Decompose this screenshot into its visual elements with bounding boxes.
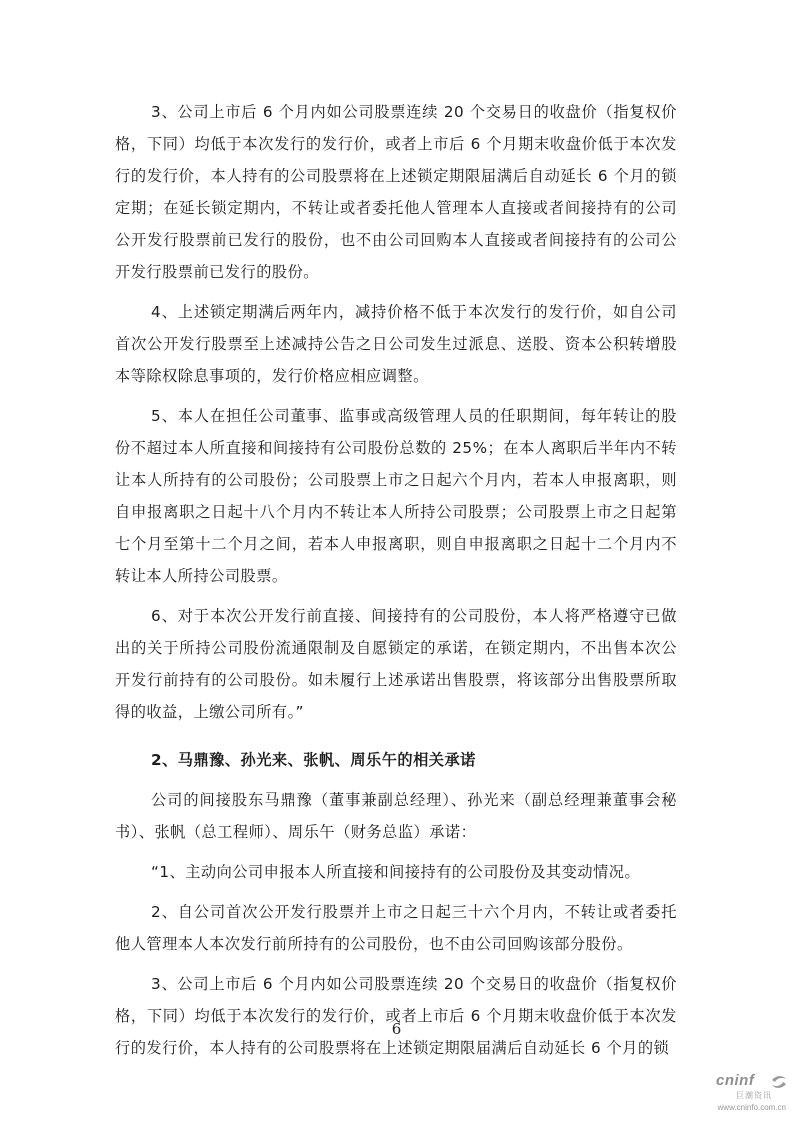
paragraph: 3、公司上市后 6 个月内如公司股票连续 20 个交易日的收盘价（指复权价格，下同）均低于本次发行的发行价，或者上市后 6 个月期末收盘价低于本次发行的发行价，本人持有的公司股票将在上述锁定期限届满后自动延长 6 个月的锁 xyxy=(115,975,677,1057)
paragraph: 3、公司上市后 6 个月内如公司股票连续 20 个交易日的收盘价（指复权价格，下同）均低于本次发行的发行价，或者上市后 6 个月期末收盘价低于本次发行的发行价，本人持有的公司股票将在上述锁定期限届满后自动延长 6 个月的锁定期；在延长锁定期内，不转让或者委托他人管理本人直接或者间接持有的公司公开发行股票前已发行的股份，也不由公司回购本人直接或者间接持有的公司公开发行股票前已发行的股份。 xyxy=(115,103,677,281)
paragraph: 6、对于本次公开发行前直接、间接持有的公司股份，本人将严格遵守已做出的关于所持公司股份流通限制及自愿锁定的承诺，在锁定期内，不出售本次公开发行前持有的公司股份。如未履行上述承诺出售股票，将该部分出售股票所取得的收益，上缴公司所有。” xyxy=(115,607,677,721)
watermark-logo-text: cninf xyxy=(716,1072,755,1089)
page-number: 6 xyxy=(391,1020,402,1038)
document-body xyxy=(115,96,677,1064)
paragraph: 公司的间接股东马鼎豫（董事兼副总经理）、孙光来（副总经理兼董事会秘书）、张帆（总工程师）、周乐午（财务总监）承诺： xyxy=(115,791,677,841)
paragraph: 5、本人在担任公司董事、监事或高级管理人员的任职期间，每年转让的股份不超过本人所直接和间接持有公司股份总数的 25%；在本人离职后半年内不转让本人所持有的公司股份；公司股票上市之日起六个月内，若本人申报离职，则自申报离职之日起十八个月内不转让本人所持公司股票；公司股票上市之日起第七个月至第十二个月之间，若本人申报离职，则自申报离职之日起十二个月内不转让本人所持公司股票。 xyxy=(115,407,677,585)
section-heading: 2、马鼎豫、孙光来、张帆、周乐午的相关承诺 xyxy=(151,751,476,769)
cninfo-swirl-icon xyxy=(770,1074,788,1090)
watermark-url: www.cninfo.com.cn xyxy=(717,1103,786,1112)
watermark-subtitle: 巨潮资讯 xyxy=(736,1091,772,1100)
paragraph: 2、自公司首次公开发行股票并上市之日起三十六个月内，不转让或者委托他人管理本人本次发行前所持有的公司股份，也不由公司回购该部分股份。 xyxy=(115,903,677,953)
cninfo-watermark xyxy=(716,1072,790,1118)
paragraph: 4、上述锁定期满后两年内，减持价格不低于本次发行的发行价，如自公司首次公开发行股票至上述减持公告之日公司发生过派息、送股、资本公积转增股本等除权除息事项的，发行价格应相应调整。 xyxy=(115,303,677,385)
paragraph: “1、主动向公司申报本人所直接和间接持有的公司股份及其变动情况。 xyxy=(151,863,641,881)
